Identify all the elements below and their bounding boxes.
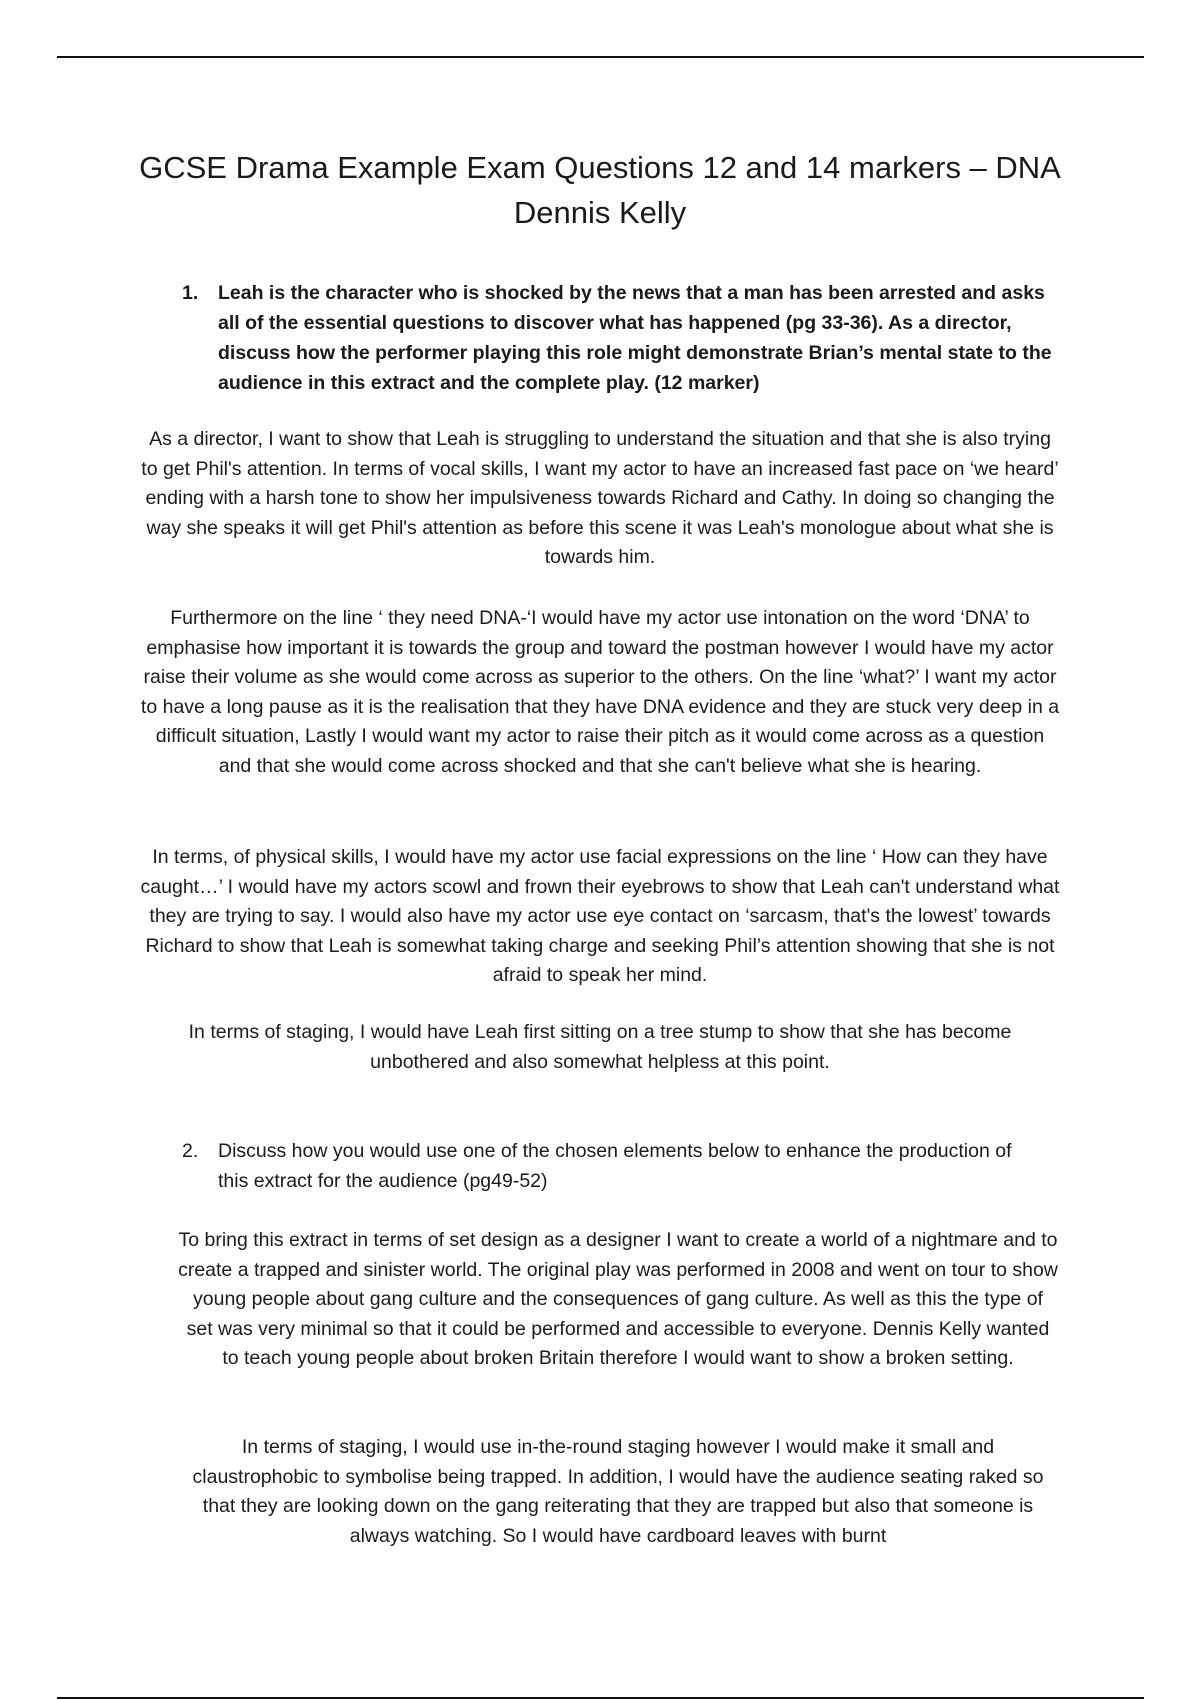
- answer-2-paragraph-set-design: To bring this extract in terms of set design as a designer I want to create a world of a nightmare and to create a trapped and sinister world. The original play was performed in 2008 and went on tour to show young people about gang culture and the consequences of gang culture. As well as this the type of set was very minimal so that it could be performed and accessible to everyone. Dennis Kelly wanted to teach young people about broken Britain therefore I would want to show a broken setting.: [178, 1229, 1058, 1369]
- question-2: [182, 1136, 1018, 1196]
- answer-1-paragraph-line: Furthermore on the line ‘ they need DNA-‘I would have my actor use intonation on the word ‘DNA’ to emphasise how important it is towards the group and toward the postman however I would have my actor raise their volume as she would come across as superior to the others. On the line ‘what?’ I want my actor to have a long pause as it is the realisation that they have DNA evidence and they are stuck very deep in a difficult situation, Lastly I would want my actor to raise their pitch as it would come across as a question and that she would come across shocked and that she can't believe what she is hearing.: [140, 607, 1060, 777]
- question-2-text: Discuss how you would use one of the chosen elements below to enhance the production of this extract for the audience (pg49-52): [218, 1140, 1012, 1192]
- question-2-number: 2.: [182, 1140, 199, 1162]
- top-rule: [57, 56, 1144, 58]
- question-1-text: Leah is the character who is shocked by the news that a man has been arrested and asks all of the essential questions to discover what has happened (pg 33-36). As a director, discuss how the performer playing this role might demonstrate Brian’s mental state to the audience in this extract and the complete play. (12 marker): [218, 282, 1052, 394]
- question-1-number: 1.: [182, 282, 199, 304]
- bottom-rule: [57, 1697, 1144, 1699]
- answer-1-paragraph-staging: In terms of staging, I would have Leah first sitting on a tree stump to show that she has become unbothered and also somewhat helpless at this point.: [188, 1021, 1012, 1073]
- answer-1-paragraph-vocal: As a director, I want to show that Leah is struggling to understand the situation and that she is also trying to get Phil's attention. In terms of vocal skills, I want my actor to have an increased fast pace on ‘we heard’ ending with a harsh tone to show her impulsiveness towards Richard and Cathy. In doing so changing the way she speaks it will get Phil's attention as before this scene it was Leah's monologue about what she is towards him.: [141, 428, 1059, 568]
- answer-1-paragraph-physical: In terms, of physical skills, I would have my actor use facial expressions on the line ‘ How can they have caught…’ I would have my actors scowl and frown their eyebrows to show that Leah can't understand what they are trying to say. I would also have my actor use eye contact on ‘sarcasm, that's the lowest’ towards Richard to show that Leah is somewhat taking charge and seeking Phil’s attention showing that she is not afraid to speak her mind.: [140, 846, 1060, 986]
- answer-2-paragraph-staging: In terms of staging, I would use in-the-round staging however I would make it small and claustrophobic to symbolise being trapped. In addition, I would have the audience seating raked so that they are looking down on the gang reiterating that they are trapped but also that someone is always watching. So I would have cardboard leaves with burnt: [192, 1436, 1044, 1547]
- page-title: GCSE Drama Example Exam Questions 12 and 14 markers – DNA Dennis Kelly: [139, 150, 1061, 230]
- question-1: [182, 278, 1058, 398]
